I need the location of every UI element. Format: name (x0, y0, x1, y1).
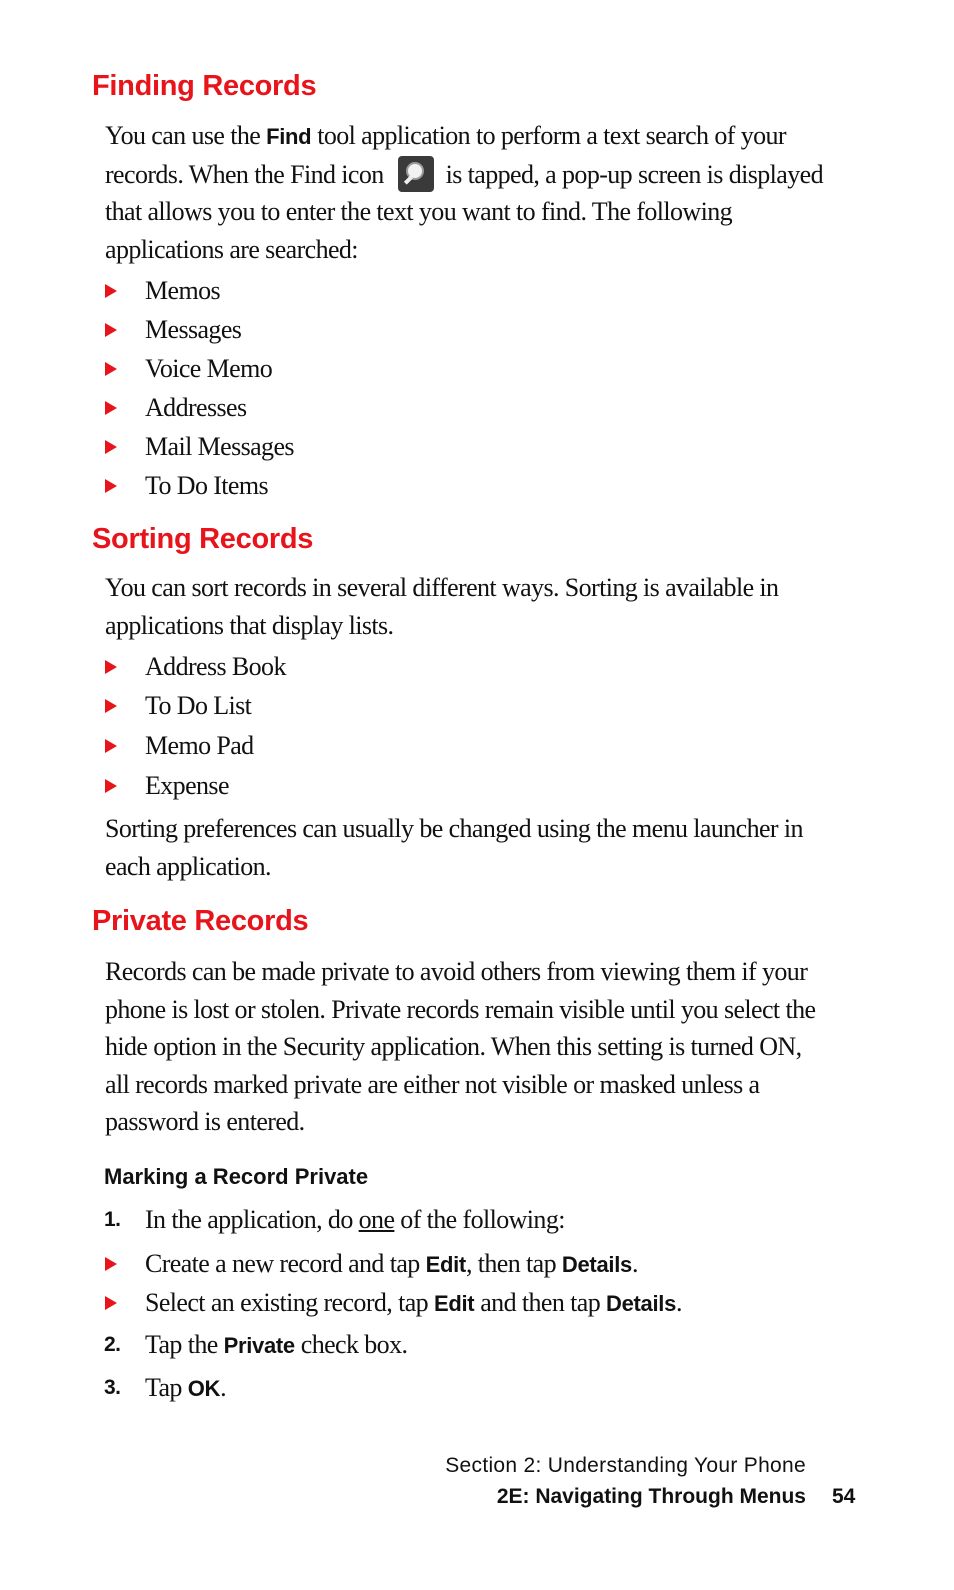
bullet-icon (105, 401, 117, 415)
manual-page: Finding Records You can use the Find tool application to perform a text search of your records. When the Find icon is tapped, a pop-up screen is displayed that allows you to enter the text you want to find. The following applications are searched: Memos Messages Voice Memo Addresses Mail Messages To Do Items Sorting Records You can sort records in several different ways. Sorting is available in applications that display lists. Address Book To Do List Memo Pad Expense Sorting preferences can usually be changed using the menu launcher in each application. Private Records Records can be made private to avoid others from viewing them if your phone is lost or stolen. Private records remain visible until you select the hide option in the Security application. When this setting is turned ON, all records marked private are either not visible or masked unless a password is entered. Marking a Record Private 1. In the application, do one of the following: Create a new record and tap Edit, then tap Details. Select an existing record, tap Edit and then tap Details. 2. Tap the Private check box. 3. Tap OK. Section 2: Understanding Your Phone 2E: Navigating Through Menus 54 (92, 70, 856, 1508)
bullet-icon (105, 779, 117, 793)
bullet-icon (105, 323, 117, 337)
bullet-icon (105, 284, 117, 298)
footer-chapter: 2E: Navigating Through Menus (496, 1485, 806, 1508)
find-bold: Find (266, 124, 312, 149)
private-records-intro: Records can be made private to avoid others from viewing them if your phone is lost or stolen. Private records remain visible until you select the hide option in the Security application. When this setting is turned ON, all records marked private are either not visible or masked unless a password is entered. (105, 957, 816, 1136)
sorting-records-heading: Sorting Records (92, 523, 314, 555)
find-icon (398, 156, 434, 192)
bullet-icon (105, 660, 117, 674)
page-number: 54 (832, 1485, 856, 1508)
bullet-icon (105, 1296, 117, 1310)
marking-private-subheading: Marking a Record Private (104, 1164, 369, 1189)
sorting-records-intro: You can sort records in several different ways. Sorting is available in applications that display lists. (105, 573, 779, 640)
bullet-icon (105, 739, 117, 753)
bullet-icon (105, 1257, 117, 1271)
finding-records-heading: Finding Records (92, 70, 317, 102)
bullet-icon (105, 699, 117, 713)
private-records-heading: Private Records (92, 905, 309, 937)
footer-section: Section 2: Understanding Your Phone (445, 1454, 806, 1477)
bullet-icon (105, 440, 117, 454)
finding-records-intro: You can use the Find tool application to perform a text search of your records. When the Find icon is tapped, a pop-up screen is displayed that allows you to enter the text you want to find. The following applications are searched: (105, 121, 823, 264)
bullet-icon (105, 362, 117, 376)
bullet-icon (105, 479, 117, 493)
sorting-records-note: Sorting preferences can usually be changed using the menu launcher in each application. (105, 814, 803, 881)
